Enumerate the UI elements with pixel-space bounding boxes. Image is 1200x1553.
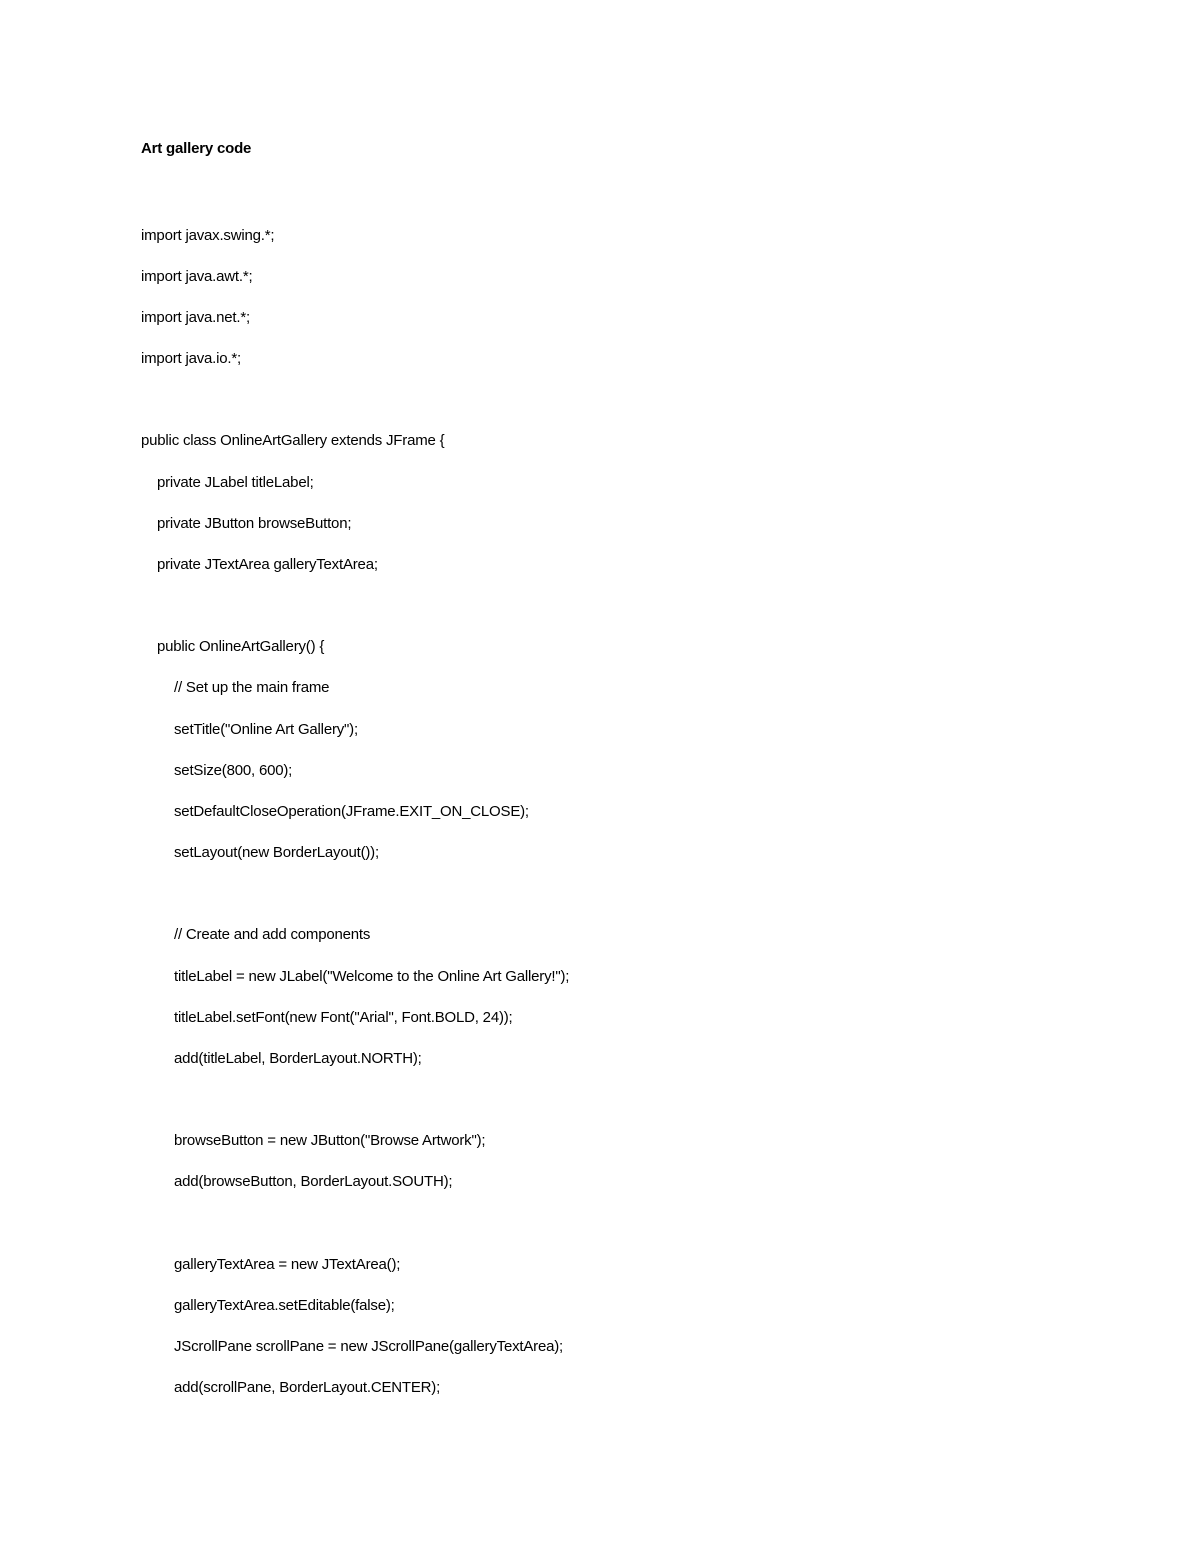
code-line: import javax.swing.*;: [141, 227, 275, 244]
code-line: setTitle("Online Art Gallery");: [174, 721, 358, 738]
code-line: import java.awt.*;: [141, 268, 253, 285]
code-line: // Set up the main frame: [174, 679, 330, 696]
code-line: public OnlineArtGallery() {: [157, 638, 325, 655]
code-line: private JButton browseButton;: [157, 515, 352, 532]
code-line: add(titleLabel, BorderLayout.NORTH);: [174, 1050, 422, 1067]
code-line: private JTextArea galleryTextArea;: [157, 556, 378, 573]
code-line: setLayout(new BorderLayout());: [174, 844, 379, 861]
code-line: add(scrollPane, BorderLayout.CENTER);: [174, 1379, 441, 1396]
code-line: setSize(800, 600);: [174, 762, 293, 779]
code-line: import java.io.*;: [141, 350, 241, 367]
code-line: JScrollPane scrollPane = new JScrollPane(galleryTextArea);: [174, 1338, 563, 1355]
code-line: import java.net.*;: [141, 309, 250, 326]
code-line: browseButton = new JButton("Browse Artwork");: [174, 1132, 486, 1149]
code-line: add(browseButton, BorderLayout.SOUTH);: [174, 1173, 453, 1190]
code-line: galleryTextArea.setEditable(false);: [174, 1297, 395, 1314]
code-line: public class OnlineArtGallery extends JFrame {: [141, 432, 445, 449]
code-line: setDefaultCloseOperation(JFrame.EXIT_ON_CLOSE);: [174, 803, 529, 820]
code-line: galleryTextArea = new JTextArea();: [174, 1256, 401, 1273]
code-line: // Create and add components: [174, 926, 371, 943]
code-line: titleLabel = new JLabel("Welcome to the Online Art Gallery!");: [174, 968, 570, 985]
code-line: titleLabel.setFont(new Font("Arial", Font.BOLD, 24));: [174, 1009, 513, 1026]
code-line: private JLabel titleLabel;: [157, 474, 314, 491]
document-title: Art gallery code: [141, 140, 252, 157]
